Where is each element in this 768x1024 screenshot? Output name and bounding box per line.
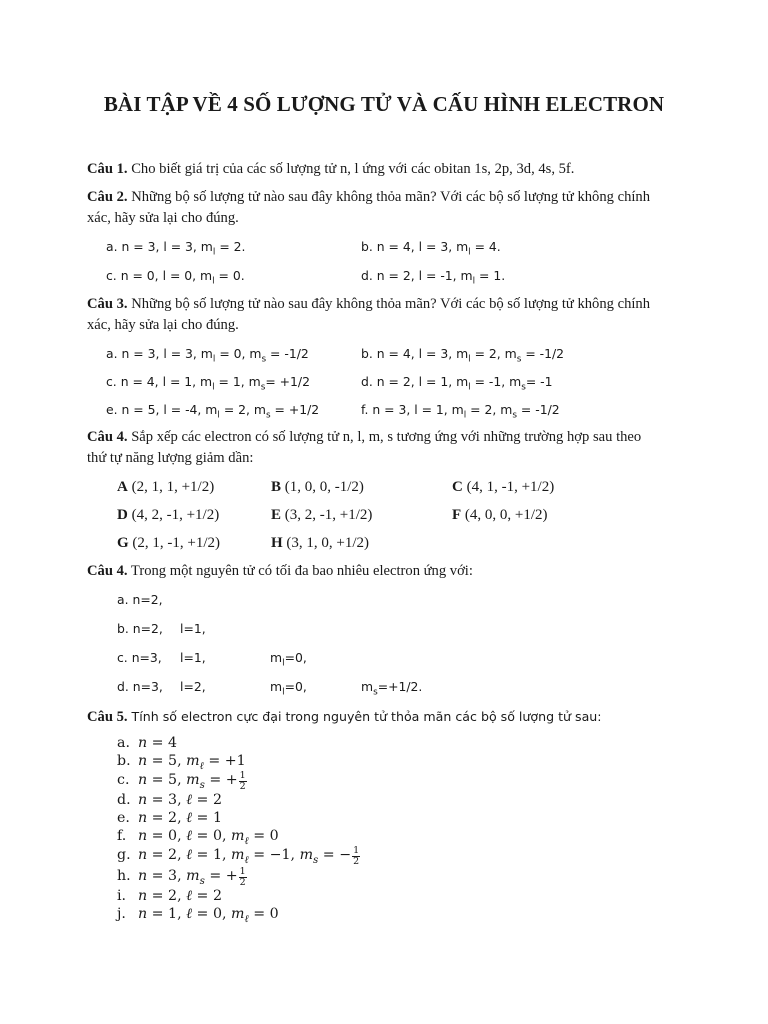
question-5-label: Câu 5. <box>87 709 128 725</box>
question-4b-label: Câu 4. <box>87 563 128 579</box>
q5-item-h: h. n = 3, $m_s$ = + $\frac{1}{2}$ <box>117 866 246 888</box>
question-2-option-b: b. n = 4, l = 3, $m_l = 4$. <box>361 239 501 258</box>
q5-item-c: c. n = 5, $m_s$ = + $\frac{1}{2}$ <box>117 770 246 792</box>
page-title: BÀI TẬP VỀ 4 SỐ LƯỢNG TỬ VÀ CẤU HÌNH ELECTRON <box>103 92 665 116</box>
question-2-option-a: a. n = 3, l = 3, $m_l = 2$. <box>106 239 246 258</box>
question-2-option-d: d. n = 2, l = -1, $m_l = 1$. <box>361 268 506 287</box>
question-2-label: Câu 2. <box>87 189 128 205</box>
question-4b-option-d-n: d. n=3, <box>117 679 163 694</box>
question-2 <box>87 189 650 206</box>
question-4a-line-1: Sắp xếp các electron có số lượng tử n, l, m, s tương ứng với những trường hợp sau theo <box>127 429 642 445</box>
question-4b-option-a: a. n=2, <box>117 592 163 607</box>
question-4a-line-2: thứ tự năng lượng giảm dần: <box>87 450 254 466</box>
question-4b-option-c-ml: $m_l=0$, <box>270 650 307 669</box>
q5-item-e: e. n = 2, ℓ = 1 <box>117 810 222 826</box>
question-3-option-c: c. n = 4, l = 1, $m_l = 1$, $m_s= +1/2$ <box>106 374 310 393</box>
question-3 <box>87 296 650 313</box>
electron-b: B (1, 0, 0, -1/2) <box>271 479 364 495</box>
question-4b-option-d-ms: $m_s=+1/2$. <box>361 679 423 698</box>
question-4b-option-c-n: c. n=3, <box>117 650 162 665</box>
question-3-option-e: e. n = 5, l = -4, $m_l = 2$, $m_s = +1/2$ <box>106 402 320 421</box>
q5-item-g: g. n = 2, ℓ = 1, $m_\ell = -1$, $m_s$ = − $\frac{1}{2}$ <box>117 845 360 867</box>
question-4b-option-b-n: b. n=2, <box>117 621 163 636</box>
electron-e: E (3, 2, -1, +1/2) <box>271 507 373 523</box>
q5-item-i: i. n = 2, ℓ = 2 <box>117 888 222 904</box>
question-3-option-b: b. n = 4, l = 3, $m_l = 2$, $m_s = -1/2$ <box>361 346 565 365</box>
question-4b-option-b-l: l=1, <box>180 621 206 636</box>
fraction-half: $\frac{1}{2}$ <box>353 845 360 867</box>
question-1-label: Câu 1. <box>87 161 128 177</box>
q5-item-d: d. n = 3, ℓ = 2 <box>117 792 222 808</box>
q5-item-f: f. n = 0, ℓ = 0, $m_\ell = 0$ <box>117 828 279 847</box>
fraction-half: $\frac{1}{2}$ <box>239 866 246 888</box>
question-2-line-1: Những bộ số lượng tử nào sau đây không thỏa mãn? Với các bộ số lượng tử không chính <box>127 189 651 205</box>
question-3-option-a: a. n = 3, l = 3, $m_l = 0$, $m_s = -1/2$ <box>106 346 309 365</box>
electron-h: H (3, 1, 0, +1/2) <box>271 535 370 551</box>
question-4b-option-d-l: l=2, <box>180 679 206 694</box>
question-2-line-2: xác, hãy sửa lại cho đúng. <box>87 210 239 226</box>
question-3-line-2: xác, hãy sửa lại cho đúng. <box>87 317 239 333</box>
question-4a-label: Câu 4. <box>87 429 128 445</box>
fraction-half: $\frac{1}{2}$ <box>239 770 246 792</box>
question-4b-text: Trong một nguyên tử có tối đa bao nhiêu electron ứng với: <box>127 563 473 579</box>
question-3-option-f: f. n = 3, l = 1, $m_l = 2$, $m_s = -1/2$ <box>361 402 560 421</box>
electron-c: C (4, 1, -1, +1/2) <box>452 479 555 495</box>
question-2-option-c: c. n = 0, l = 0, $m_l = 0$. <box>106 268 245 287</box>
question-1-text: Cho biết giá trị của các số lượng tử n, l ứng với các obitan 1s, 2p, 3d, 4s, 5f. <box>127 161 575 177</box>
question-3-option-d: d. n = 2, l = 1, $m_l = -1$, $m_s= -1$ <box>361 374 553 393</box>
electron-f: F (4, 0, 0, +1/2) <box>452 507 548 523</box>
question-3-line-1: Những bộ số lượng tử nào sau đây không thỏa mãn? Với các bộ số lượng tử không chính <box>127 296 651 312</box>
q5-item-b: b. n = 5, $m_\ell = +1$ <box>117 753 246 772</box>
electron-a: A (2, 1, 1, +1/2) <box>117 479 215 495</box>
electron-d: D (4, 2, -1, +1/2) <box>117 507 220 523</box>
question-4b-option-c-l: l=1, <box>180 650 206 665</box>
q5-item-j: j. n = 1, ℓ = 0, $m_\ell = 0$ <box>117 906 279 925</box>
electron-g: G (2, 1, -1, +1/2) <box>117 535 221 551</box>
question-1 <box>87 161 574 178</box>
question-4b <box>87 563 473 580</box>
question-5-text: Tính số electron cực đại trong nguyên tử thỏa mãn các bộ số lượng tử sau: <box>127 709 602 724</box>
question-5 <box>87 709 602 726</box>
question-4b-option-d-ml: $m_l=0$, <box>270 679 307 698</box>
question-3-label: Câu 3. <box>87 296 128 312</box>
q5-item-a: a. n = 4 <box>117 735 178 751</box>
question-4a <box>87 429 641 446</box>
